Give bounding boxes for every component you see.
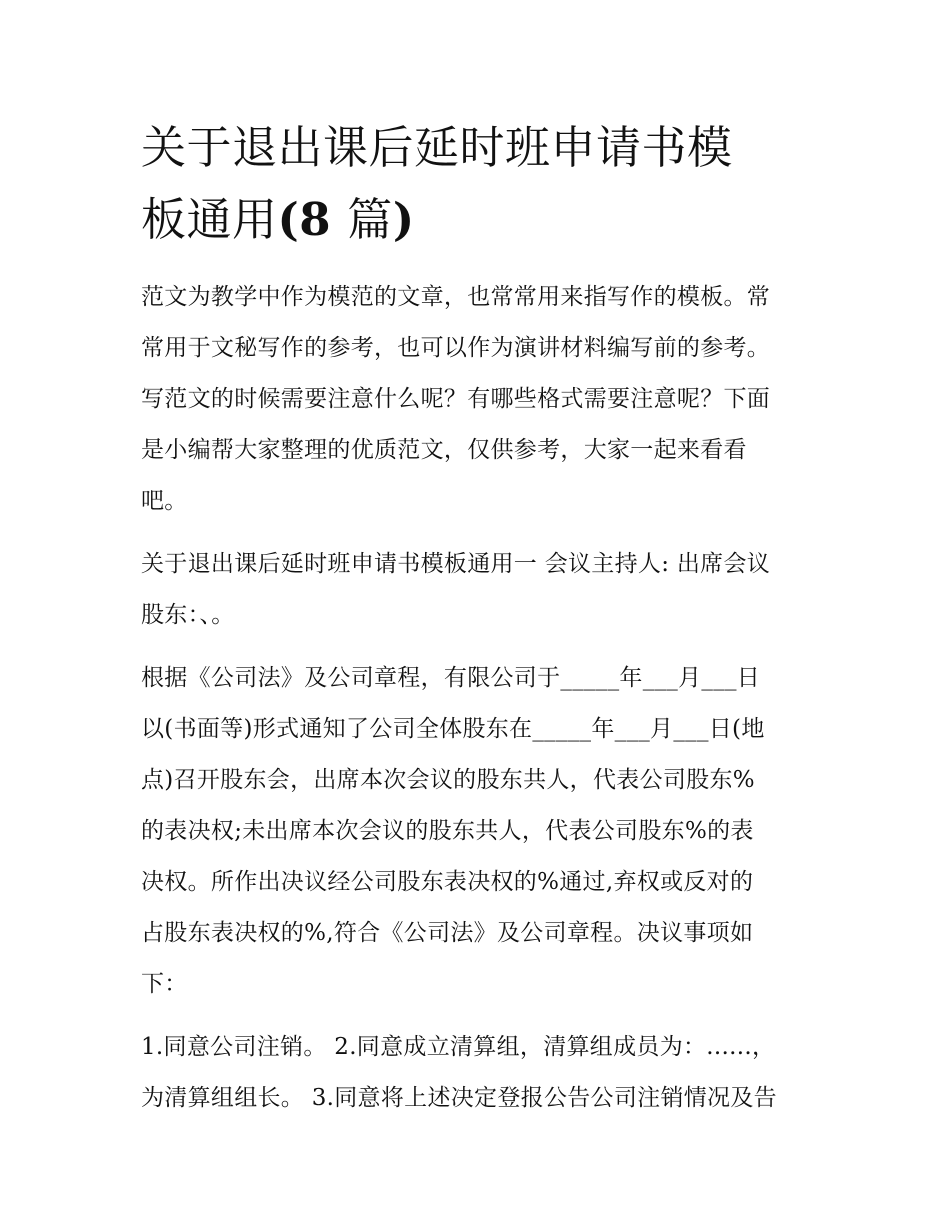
paragraph-line: 决权。所作出决议经公司股东表决权的%通过,弃权或反对的 xyxy=(141,869,754,895)
intro-paragraph xyxy=(141,272,813,527)
items-paragraph xyxy=(141,1022,813,1124)
paragraph-line: 根据《公司法》及公司章程，有限公司于_____年___月___日 xyxy=(141,665,761,691)
paragraph-line: 点)召开股东会，出席本次会议的股东共人，代表公司股东% xyxy=(141,767,755,793)
title-count: (8 xyxy=(277,193,348,246)
title-line-1: 关于退出课后延时班申请书模 xyxy=(141,121,733,174)
title-text: 板通用 xyxy=(141,193,278,246)
paragraph-line: 常用于文秘写作的参考，也可以作为演讲材料编写前的参考。 xyxy=(141,335,771,361)
paragraph-line: 范文为教学中作为模范的文章，也常常用来指写作的模板。常 xyxy=(141,284,771,310)
document-title xyxy=(141,112,813,256)
paragraph-line: 1.同意公司注销。 2.同意成立清算组，清算组成员为：......， xyxy=(141,1034,776,1060)
paragraph-line: 吧。 xyxy=(141,488,188,514)
paragraph-line: 股东：、。 xyxy=(141,602,235,628)
paragraph-line: 下： xyxy=(141,971,188,997)
paragraph-line: 占股东表决权的%,符合《公司法》及公司章程。决议事项如 xyxy=(141,920,754,946)
resolution-paragraph xyxy=(141,653,813,1010)
paragraph-line: 为清算组组长。 3.同意将上述决定登报公告公司注销情况及告 xyxy=(141,1085,777,1111)
paragraph-line: 关于退出课后延时班申请书模板通用一 会议主持人: 出席会议 xyxy=(141,551,771,577)
title-unit: 篇 xyxy=(347,193,393,246)
paragraph-line: 写范文的时候需要注意什么呢？有哪些格式需要注意呢？下面 xyxy=(141,386,771,412)
paragraph-line: 以(书面等)形式通知了公司全体股东在_____年___月___日(地 xyxy=(141,716,765,742)
section-heading-paragraph xyxy=(141,539,813,641)
title-line-2 xyxy=(141,184,813,256)
document-page xyxy=(141,112,813,1124)
title-paren: ) xyxy=(392,193,415,246)
paragraph-line: 是小编帮大家整理的优质范文，仅供参考，大家一起来看看 xyxy=(141,437,747,463)
paragraph-line: 的表决权;未出席本次会议的股东共人，代表公司股东%的表 xyxy=(141,818,754,844)
